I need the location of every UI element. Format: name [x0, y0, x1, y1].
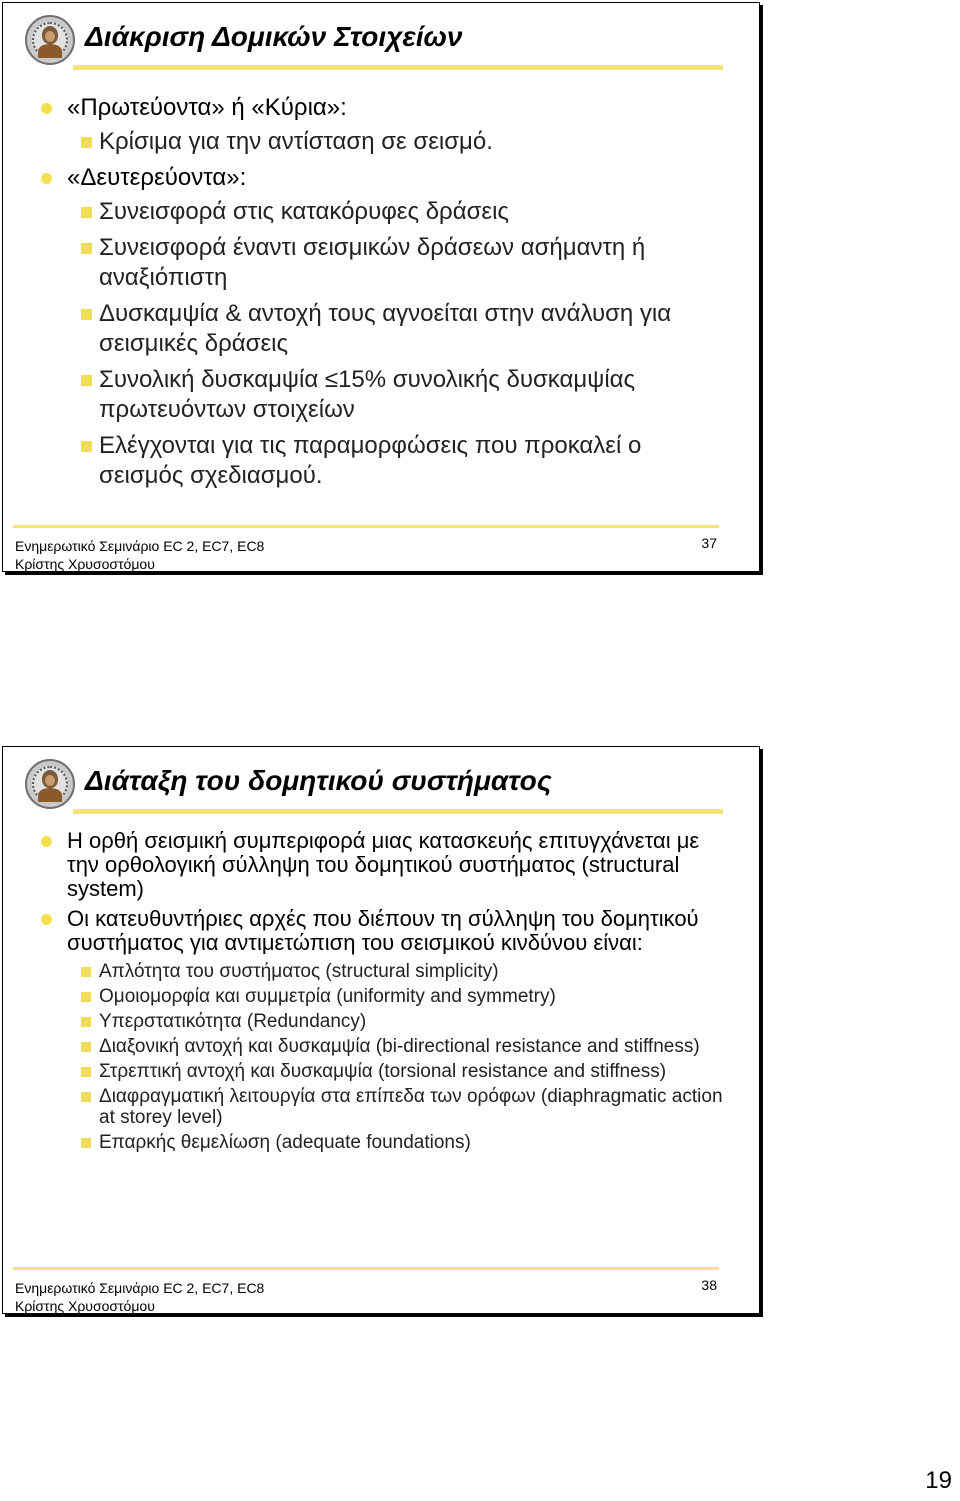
sub-bullet: Επαρκής θεμελίωση (adequate foundations)	[41, 1132, 729, 1153]
sub-bullet: Ομοιομορφία και συμμετρία (uniformity and symmetry)	[41, 986, 729, 1007]
sub-bullet: Ελέγχονται για τις παραμορφώσεις που προκαλεί ο σεισμός σχεδιασμού.	[41, 431, 729, 491]
square-bullet-icon	[81, 1067, 91, 1077]
footer-seminar: Ενημερωτικό Σεμινάριο EC 2, EC7, EC8	[15, 538, 265, 554]
footer-author: Κρίστης Χρυσοστόμου	[15, 556, 155, 572]
sub-bullet: Συνεισφορά έναντι σεισμικών δράσεων ασήμαντη ή αναξιόπιστη	[41, 233, 729, 293]
slide-footer	[15, 537, 264, 573]
bullet-intro: Η ορθή σεισμική συμπεριφορά μιας κατασκευής επιτυγχάνεται με την ορθολογική σύλληψη του δομητικού συστήματος (structural system)	[41, 829, 729, 901]
title-underline	[73, 65, 723, 70]
square-bullet-icon	[81, 992, 91, 1002]
sub-bullet: Συνολική δυσκαμψία ≤15% συνολικής δυσκαμψίας πρωτευόντων στοιχείων	[41, 365, 729, 425]
portrait-medallion-icon	[25, 759, 75, 809]
slide-title: Διάκριση Δομικών Στοιχείων	[85, 21, 463, 52]
sub-bullet: Κρίσιμα για την αντίσταση σε σεισμό.	[41, 127, 729, 157]
slide-number: 38	[701, 1277, 717, 1293]
bullet-secondary: «Δευτερεύοντα»:	[41, 163, 729, 193]
sub-bullet: Συνεισφορά στις κατακόρυφες δράσεις	[41, 197, 729, 227]
square-bullet-icon	[81, 375, 92, 386]
bullet-primary: «Πρωτεύοντα» ή «Κύρια»:	[41, 93, 729, 123]
square-bullet-icon	[81, 309, 92, 320]
slide-38	[2, 746, 760, 1314]
square-bullet-icon	[81, 1017, 91, 1027]
square-bullet-icon	[81, 441, 92, 452]
slide-number: 37	[701, 535, 717, 551]
square-bullet-icon	[81, 137, 92, 148]
footer-line	[13, 525, 719, 528]
slide-37	[2, 2, 760, 572]
slide-title: Διάταξη του δομητικού συστήματος	[85, 765, 552, 796]
square-bullet-icon	[81, 967, 91, 977]
footer-line	[13, 1267, 719, 1270]
title-underline	[73, 809, 723, 814]
sub-bullet: Στρεπτική αντοχή και δυσκαμψία (torsional resistance and stiffness)	[41, 1061, 729, 1082]
square-bullet-icon	[81, 243, 92, 254]
square-bullet-icon	[81, 1138, 91, 1148]
bullet-principles: Οι κατευθυντήριες αρχές που διέπουν τη σύλληψη του δομητικού συστήματος για αντιμετώπιση του σεισμικού κινδύνου είναι:	[41, 907, 729, 955]
footer-author: Κρίστης Χρυσοστόμου	[15, 1298, 155, 1314]
slide-content	[41, 825, 729, 1157]
sub-bullet: Διαφραγματική λειτουργία στα επίπεδα των ορόφων (diaphragmatic action at storey level)	[41, 1086, 729, 1128]
square-bullet-icon	[81, 1042, 91, 1052]
slide-footer	[15, 1279, 264, 1315]
slide-content	[41, 87, 729, 497]
sub-bullet: Απλότητα του συστήματος (structural simplicity)	[41, 961, 729, 982]
sub-bullet: Διαξονική αντοχή και δυσκαμψία (bi-directional resistance and stiffness)	[41, 1036, 729, 1057]
sub-bullet: Υπερστατικότητα (Redundancy)	[41, 1011, 729, 1032]
page-number: 19	[925, 1467, 952, 1494]
footer-seminar: Ενημερωτικό Σεμινάριο EC 2, EC7, EC8	[15, 1280, 265, 1296]
square-bullet-icon	[81, 207, 92, 218]
square-bullet-icon	[81, 1092, 91, 1102]
sub-bullet: Δυσκαμψία & αντοχή τους αγνοείται στην ανάλυση για σεισμικές δράσεις	[41, 299, 729, 359]
portrait-medallion-icon	[25, 15, 75, 65]
